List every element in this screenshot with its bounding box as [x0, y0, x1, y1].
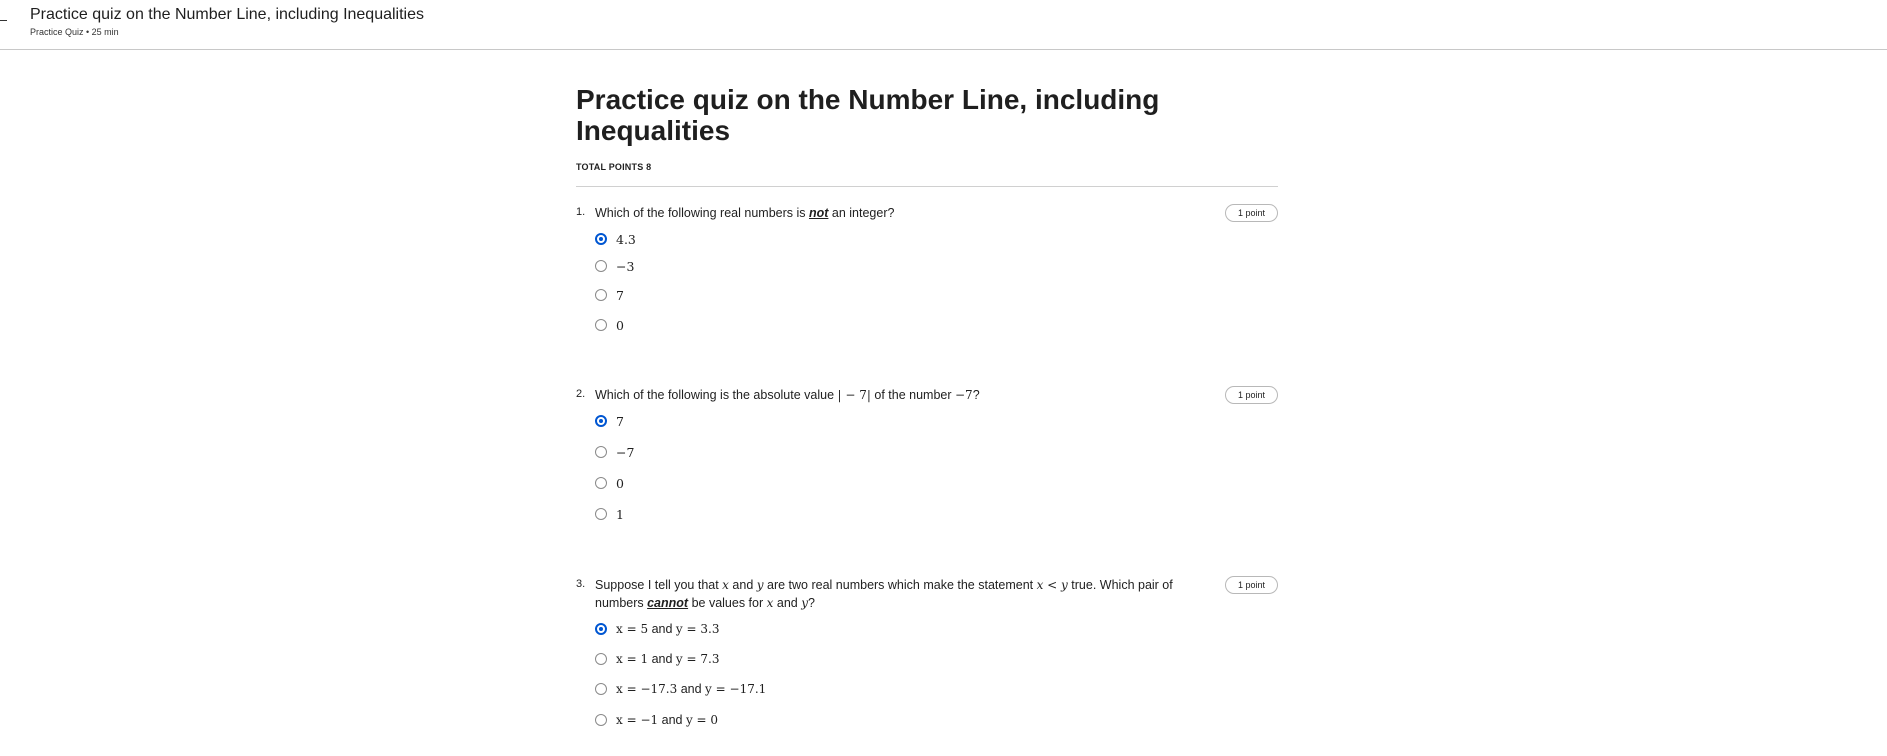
- question-number: 3.: [576, 578, 586, 590]
- answer-option[interactable]: [595, 315, 624, 335]
- radio-button[interactable]: [595, 477, 607, 489]
- menu-icon[interactable]: [0, 20, 7, 21]
- radio-button[interactable]: [595, 289, 607, 301]
- option-label: 7: [616, 413, 624, 429]
- radio-button[interactable]: [595, 653, 607, 665]
- points-badge: 1 point: [1225, 386, 1278, 404]
- option-label: 0: [616, 317, 624, 333]
- points-badge: 1 point: [1225, 204, 1278, 222]
- option-label: 0: [616, 475, 624, 491]
- points-badge: 1 point: [1225, 576, 1278, 594]
- option-label: 4.3: [616, 231, 636, 247]
- question-text: Suppose I tell you that x and y are two real numbers which make the statement x < y true. Which pair of numbers cannot be values for x and y?: [595, 578, 1173, 610]
- option-label: x = 1 and y = 7.3: [616, 652, 720, 666]
- question-number: 1.: [576, 206, 586, 218]
- radio-button[interactable]: [595, 623, 607, 635]
- option-label: x = −17.3 and y = −17.1: [616, 682, 767, 696]
- answer-option[interactable]: [595, 285, 624, 305]
- question-number: 2.: [576, 388, 586, 400]
- answer-option[interactable]: [595, 442, 634, 462]
- answer-option[interactable]: [595, 256, 634, 276]
- option-label: 7: [616, 287, 624, 303]
- option-label: −3: [616, 258, 635, 274]
- answer-option[interactable]: [595, 710, 718, 730]
- option-label: 1: [616, 506, 624, 522]
- answer-option[interactable]: [595, 229, 636, 249]
- option-label: x = 5 and y = 3.3: [616, 622, 720, 636]
- radio-button[interactable]: [595, 233, 607, 245]
- total-points: TOTAL POINTS 8: [576, 162, 652, 172]
- radio-button[interactable]: [595, 415, 607, 427]
- option-label: −7: [616, 444, 635, 460]
- answer-option[interactable]: [595, 411, 624, 431]
- radio-button[interactable]: [595, 319, 607, 331]
- radio-button[interactable]: [595, 508, 607, 520]
- answer-option[interactable]: [595, 649, 719, 669]
- answer-option[interactable]: [595, 504, 624, 524]
- radio-button[interactable]: [595, 260, 607, 272]
- option-label: x = −1 and y = 0: [616, 713, 719, 727]
- top-bar: [0, 0, 1887, 50]
- question-text: Which of the following is the absolute value | − 7| of the number −7?: [595, 388, 980, 402]
- answer-option[interactable]: [595, 679, 766, 699]
- radio-button[interactable]: [595, 683, 607, 695]
- radio-button[interactable]: [595, 714, 607, 726]
- header-subtitle: Practice Quiz • 25 min: [30, 27, 119, 37]
- answer-option[interactable]: [595, 473, 624, 493]
- question-text: Which of the following real numbers is not an integer?: [595, 206, 895, 220]
- answer-option[interactable]: [595, 619, 719, 639]
- quiz-content: [576, 84, 1278, 727]
- divider: [576, 186, 1278, 187]
- radio-button[interactable]: [595, 446, 607, 458]
- header-title: Practice quiz on the Number Line, including Inequalities: [30, 6, 425, 23]
- quiz-title: Practice quiz on the Number Line, including Inequalities: [576, 84, 1160, 146]
